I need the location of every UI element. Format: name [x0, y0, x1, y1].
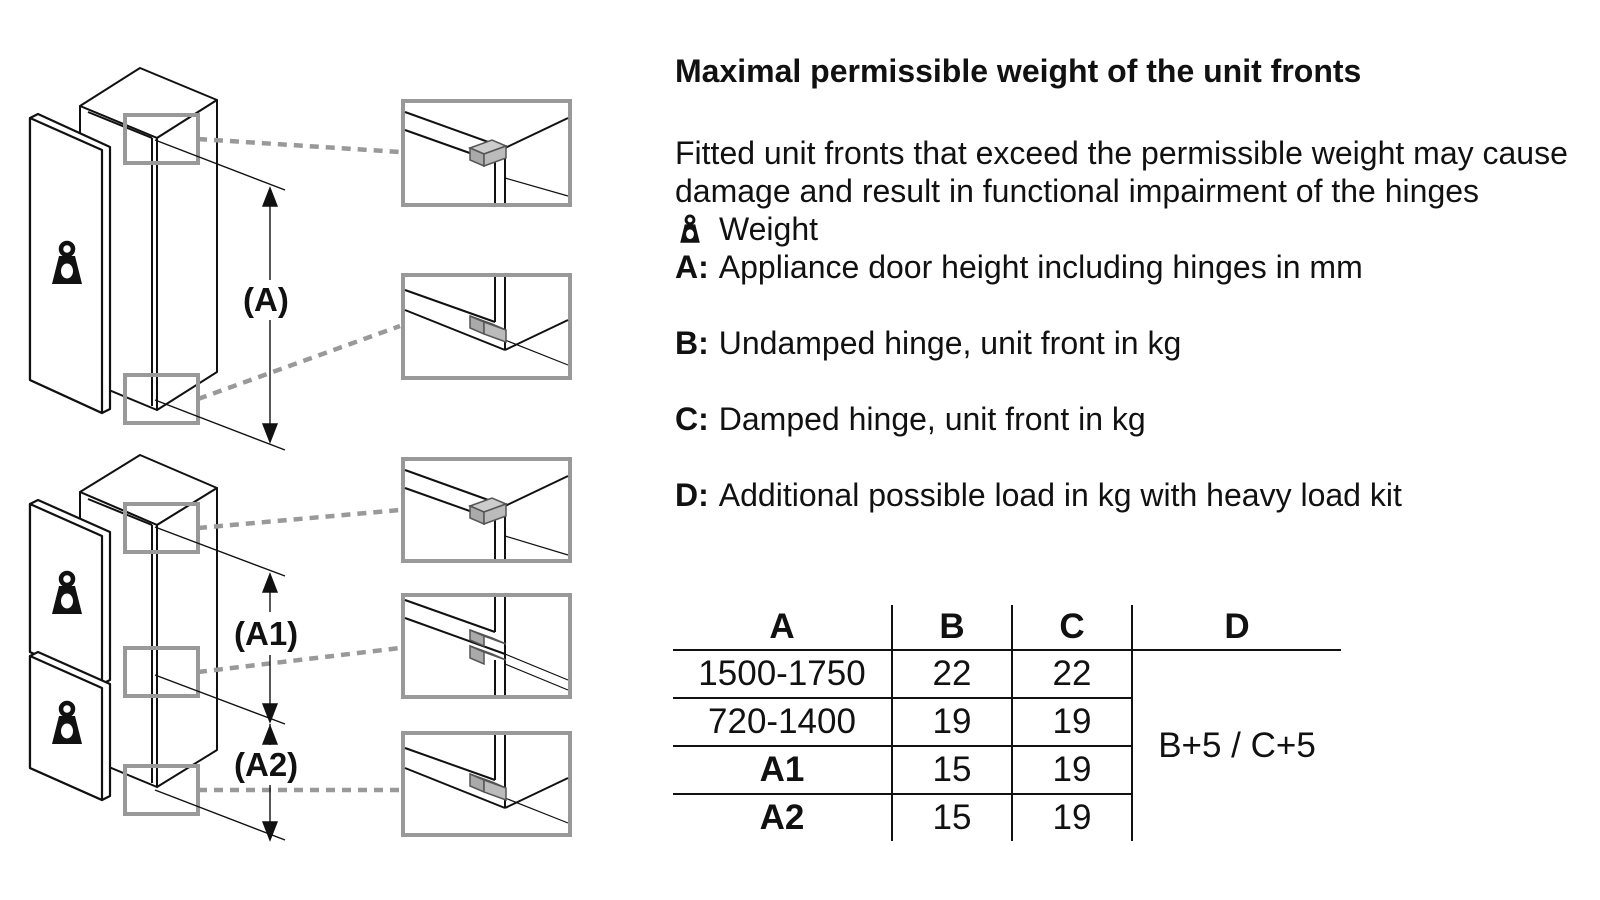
legend-key: D:	[675, 477, 709, 514]
dimension-label-a1: (A1)	[234, 615, 299, 652]
arrow-up-icon	[263, 726, 277, 744]
dimension-label-a2: (A2)	[234, 746, 299, 783]
legend-item-weight	[675, 210, 1575, 248]
table-cell: 720-1400	[673, 698, 892, 746]
legend-text: Damped hinge, unit front in kg	[718, 401, 1146, 438]
legend-key: A:	[675, 249, 709, 286]
legend-key: B:	[675, 325, 709, 362]
table-cell: 22	[1012, 650, 1132, 698]
legend-text: Appliance door height including hinges in mm	[718, 249, 1363, 286]
legend-item-c	[675, 400, 1575, 438]
weight-table	[673, 605, 1341, 841]
connector-line	[198, 510, 400, 528]
legend-key: C:	[675, 401, 709, 438]
table-cell: 19	[1012, 746, 1132, 794]
legend-item-d	[675, 476, 1575, 514]
table-cell: 15	[892, 746, 1012, 794]
table-row	[673, 650, 1341, 698]
weight-icon	[675, 214, 705, 244]
legend-text: Undamped hinge, unit front in kg	[718, 325, 1182, 362]
arrow-down-icon	[263, 424, 277, 442]
installation-diagram	[0, 0, 640, 900]
table-cell: 19	[1012, 698, 1132, 746]
table-cell: 1500-1750	[673, 650, 892, 698]
hinge-detail-4	[403, 595, 570, 697]
legend-text	[675, 52, 1575, 514]
hinge-detail-1	[403, 101, 570, 205]
column-header-d: D	[1132, 605, 1341, 650]
table-cell: 19	[1012, 794, 1132, 841]
hinge-detail-5	[403, 733, 570, 835]
arrow-down-icon	[263, 822, 277, 840]
column-header-a: A	[673, 605, 892, 650]
table-cell-d: B+5 / C+5	[1132, 650, 1341, 841]
arrow-down-icon	[263, 704, 277, 722]
arrow-up-icon	[263, 188, 277, 206]
connector-line	[198, 648, 400, 672]
legend-item-a	[675, 248, 1575, 286]
table-cell: 22	[892, 650, 1012, 698]
legend-item-b	[675, 324, 1575, 362]
connector-line	[198, 326, 400, 399]
table-cell: A1	[673, 746, 892, 794]
hinge-detail-3	[403, 459, 570, 561]
hinge-detail-2	[403, 275, 570, 378]
connector-line	[198, 139, 400, 152]
legend-text: Weight	[719, 211, 819, 248]
legend-text: Additional possible load in kg with heavy load kit	[718, 477, 1402, 514]
column-header-c: C	[1012, 605, 1132, 650]
description: Fitted unit fronts that exceed the permissible weight may cause damage and result in functional impairment of the hinges	[675, 135, 1568, 210]
table-cell: 19	[892, 698, 1012, 746]
dimension-label-a: (A)	[243, 281, 289, 318]
page-title: Maximal permissible weight of the unit fronts	[675, 53, 1362, 89]
arrow-up-icon	[263, 574, 277, 592]
column-header-b: B	[892, 605, 1012, 650]
table-cell: A2	[759, 798, 805, 837]
table-cell: 15	[892, 794, 1012, 841]
